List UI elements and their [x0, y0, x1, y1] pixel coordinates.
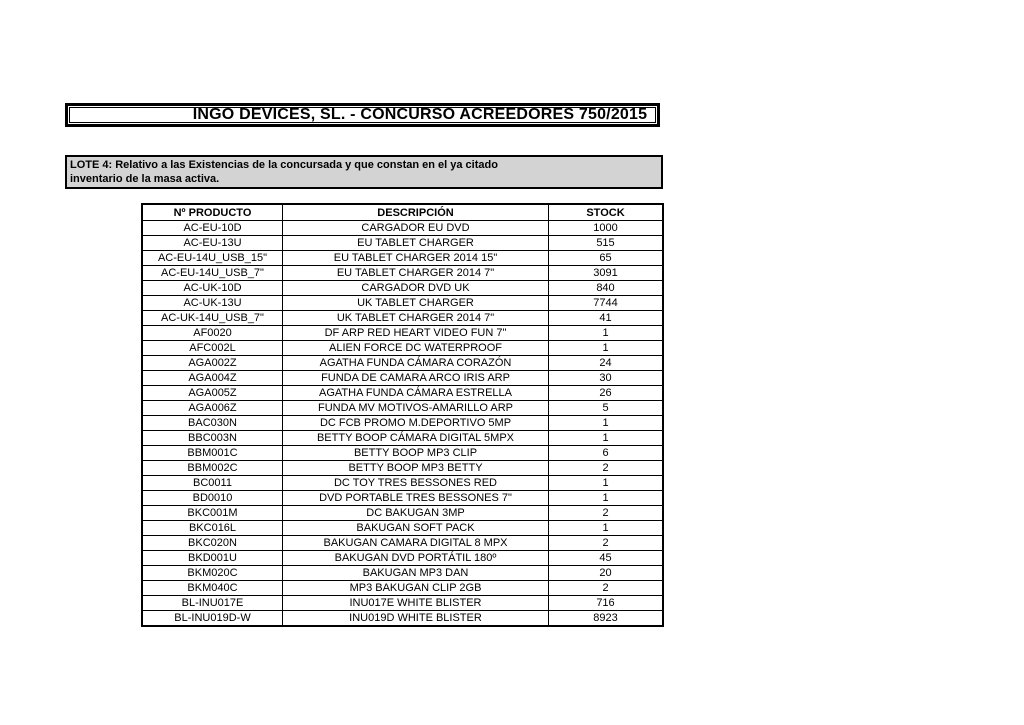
table-row: [142, 596, 663, 611]
cell-stock: 20: [549, 566, 664, 581]
cell-producto: BAC030N: [142, 416, 283, 431]
table-row: [142, 581, 663, 596]
cell-descripcion: BAKUGAN SOFT PACK: [283, 521, 549, 536]
cell-stock: 716: [549, 596, 664, 611]
table-row: [142, 491, 663, 506]
cell-stock: 5: [549, 401, 664, 416]
cell-descripcion: EU TABLET CHARGER 2014 7": [283, 266, 549, 281]
cell-producto: AGA002Z: [142, 356, 283, 371]
cell-stock: 1: [549, 341, 664, 356]
table-row: [142, 326, 663, 341]
cell-stock: 2: [549, 536, 664, 551]
cell-descripcion: DC BAKUGAN 3MP: [283, 506, 549, 521]
cell-producto: BKC020N: [142, 536, 283, 551]
cell-descripcion: DVD PORTABLE TRES BESSONES 7": [283, 491, 549, 506]
cell-stock: 1: [549, 476, 664, 491]
cell-stock: 41: [549, 311, 664, 326]
cell-stock: 840: [549, 281, 664, 296]
cell-descripcion: AGATHA FUNDA CÁMARA CORAZÓN: [283, 356, 549, 371]
table-row: [142, 341, 663, 356]
cell-descripcion: UK TABLET CHARGER 2014 7": [283, 311, 549, 326]
cell-stock: 2: [549, 506, 664, 521]
table-row: [142, 611, 663, 627]
table-row: [142, 476, 663, 491]
cell-producto: AC-UK-10D: [142, 281, 283, 296]
cell-descripcion: BETTY BOOP MP3 CLIP: [283, 446, 549, 461]
cell-producto: BKD001U: [142, 551, 283, 566]
table-row: [142, 566, 663, 581]
cell-stock: 2: [549, 461, 664, 476]
cell-producto: AF0020: [142, 326, 283, 341]
cell-descripcion: BETTY BOOP MP3 BETTY: [283, 461, 549, 476]
cell-producto: AFC002L: [142, 341, 283, 356]
cell-descripcion: EU TABLET CHARGER 2014 15": [283, 251, 549, 266]
table-row: [142, 446, 663, 461]
table-row: [142, 296, 663, 311]
cell-descripcion: CARGADOR DVD UK: [283, 281, 549, 296]
cell-producto: BKM040C: [142, 581, 283, 596]
table-row: [142, 536, 663, 551]
cell-descripcion: BAKUGAN DVD PORTÁTIL 180º: [283, 551, 549, 566]
cell-stock: 45: [549, 551, 664, 566]
table-header-row: [142, 204, 663, 221]
cell-producto: AC-UK-14U_USB_7": [142, 311, 283, 326]
cell-descripcion: DC FCB PROMO M.DEPORTIVO 5MP: [283, 416, 549, 431]
table-row: [142, 281, 663, 296]
header-stock: STOCK: [549, 204, 664, 221]
cell-stock: 3091: [549, 266, 664, 281]
cell-descripcion: CARGADOR EU DVD: [283, 221, 549, 236]
cell-descripcion: BAKUGAN CAMARA DIGITAL 8 MPX: [283, 536, 549, 551]
header-descripcion: DESCRIPCIÓN: [283, 204, 549, 221]
table-row: [142, 236, 663, 251]
cell-stock: 65: [549, 251, 664, 266]
cell-stock: 1: [549, 431, 664, 446]
cell-producto: AC-EU-10D: [142, 221, 283, 236]
table-row: [142, 386, 663, 401]
cell-producto: BKC001M: [142, 506, 283, 521]
cell-stock: 7744: [549, 296, 664, 311]
cell-producto: BD0010: [142, 491, 283, 506]
cell-producto: BBM002C: [142, 461, 283, 476]
cell-stock: 1: [549, 326, 664, 341]
stock-table: [141, 203, 664, 627]
cell-producto: BKM020C: [142, 566, 283, 581]
table-row: [142, 521, 663, 536]
cell-descripcion: DF ARP RED HEART VIDEO FUN 7": [283, 326, 549, 341]
cell-descripcion: ALIEN FORCE DC WATERPROOF: [283, 341, 549, 356]
cell-producto: BBM001C: [142, 446, 283, 461]
cell-stock: 6: [549, 446, 664, 461]
cell-producto: AGA006Z: [142, 401, 283, 416]
title-box-inner-rule: [69, 107, 656, 123]
cell-producto: AGA004Z: [142, 371, 283, 386]
cell-stock: 1: [549, 416, 664, 431]
cell-stock: 26: [549, 386, 664, 401]
cell-descripcion: UK TABLET CHARGER: [283, 296, 549, 311]
cell-stock: 1000: [549, 221, 664, 236]
table-row: [142, 416, 663, 431]
table-row: [142, 221, 663, 236]
table-row: [142, 461, 663, 476]
cell-descripcion: AGATHA FUNDA CÁMARA ESTRELLA: [283, 386, 549, 401]
cell-descripcion: INU019D WHITE BLISTER: [283, 611, 549, 627]
cell-stock: 1: [549, 521, 664, 536]
cell-producto: AC-UK-13U: [142, 296, 283, 311]
table-row: [142, 371, 663, 386]
cell-descripcion: BETTY BOOP CÁMARA DIGITAL 5MPX: [283, 431, 549, 446]
cell-descripcion: FUNDA DE CAMARA ARCO IRIS ARP: [283, 371, 549, 386]
cell-producto: AC-EU-14U_USB_15": [142, 251, 283, 266]
table-row: [142, 251, 663, 266]
cell-producto: BL-INU019D-W: [142, 611, 283, 627]
table-row: [142, 311, 663, 326]
header-numero-producto: Nº PRODUCTO: [142, 204, 283, 221]
cell-stock: 8923: [549, 611, 664, 627]
document-title: INGO DEVICES, SL. - CONCURSO ACREEDORES 750/2015: [192, 106, 648, 123]
lote-line-2: inventario de la masa activa.: [70, 173, 220, 185]
lote-line-1: LOTE 4: Relativo a las Existencias de la concursada y que constan en el ya citado: [70, 159, 498, 171]
cell-producto: AC-EU-14U_USB_7": [142, 266, 283, 281]
cell-stock: 24: [549, 356, 664, 371]
cell-stock: 30: [549, 371, 664, 386]
table-row: [142, 266, 663, 281]
cell-descripcion: INU017E WHITE BLISTER: [283, 596, 549, 611]
cell-descripcion: EU TABLET CHARGER: [283, 236, 549, 251]
cell-stock: 2: [549, 581, 664, 596]
cell-stock: 515: [549, 236, 664, 251]
cell-producto: BL-INU017E: [142, 596, 283, 611]
table-row: [142, 356, 663, 371]
cell-descripcion: DC TOY TRES BESSONES RED: [283, 476, 549, 491]
table-row: [142, 431, 663, 446]
cell-descripcion: FUNDA MV MOTIVOS-AMARILLO ARP: [283, 401, 549, 416]
cell-producto: AGA005Z: [142, 386, 283, 401]
cell-stock: 1: [549, 491, 664, 506]
table-row: [142, 551, 663, 566]
cell-descripcion: BAKUGAN MP3 DAN: [283, 566, 549, 581]
stock-table-body: [142, 221, 663, 627]
cell-producto: BC0011: [142, 476, 283, 491]
cell-producto: BBC003N: [142, 431, 283, 446]
cell-producto: AC-EU-13U: [142, 236, 283, 251]
lote-description-box: [65, 155, 663, 189]
cell-descripcion: MP3 BAKUGAN CLIP 2GB: [283, 581, 549, 596]
cell-producto: BKC016L: [142, 521, 283, 536]
table-row: [142, 401, 663, 416]
title-box: [65, 103, 660, 127]
table-row: [142, 506, 663, 521]
